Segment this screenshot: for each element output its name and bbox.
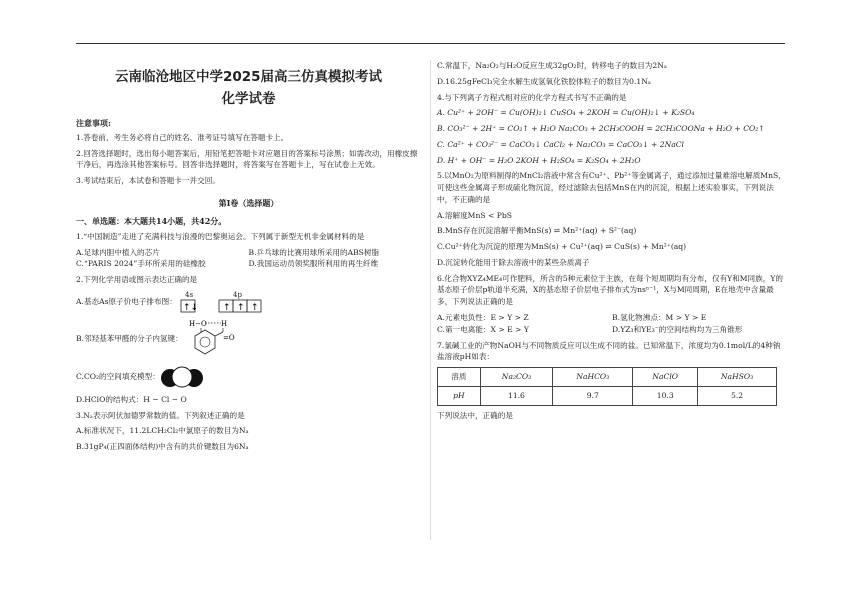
q5-option-b: B.MnS存在沉淀溶解平衡MnS(s) ⇌ Mn²⁺(aq) + S²⁻(aq) xyxy=(437,226,637,236)
q2-option-b: B.邻羟基苯甲醛的分子内氢键： xyxy=(76,333,183,343)
orbital-4s-label: 4s xyxy=(185,290,194,299)
svg-text:↑↓: ↑↓ xyxy=(183,302,199,313)
exam-title xyxy=(76,66,421,111)
q2-option-a-row xyxy=(76,290,421,314)
table-cell: NaHCO₃ xyxy=(553,368,633,387)
q5-option-d: D.沉淀转化能用于除去溶液中的某些杂质离子 xyxy=(437,257,590,267)
q6-option-a: A.元素电负性：E > Y > Z xyxy=(437,313,529,323)
question-4-stem: 4.与下列离子方程式相对应的化学方程式书写不正确的是 xyxy=(437,92,627,102)
hydrogen-bond-structure xyxy=(183,318,243,360)
q6-options-cd xyxy=(437,324,787,336)
table-cell: NaHSO₃ xyxy=(698,368,777,387)
title-line-2: 化学试卷 xyxy=(221,91,276,108)
question-1-options-cd xyxy=(76,258,421,270)
q6-options-ab xyxy=(437,312,787,324)
q2-option-c-row xyxy=(76,362,421,392)
table-cell: 11.6 xyxy=(480,386,553,405)
q2-option-b-row xyxy=(76,318,421,360)
column-divider xyxy=(430,60,431,540)
q2-option-d: D.HClO的结构式：H − Cl − O xyxy=(76,394,187,404)
q4-option-b: B. CO₃²⁻ + 2H⁺ = CO₂↑ + H₂O Na₂CO₃ + 2CH₃COOH = 2CH₃COONa + H₂O + CO₂↑ xyxy=(437,124,765,134)
right-column xyxy=(437,60,787,425)
table-cell: 9.7 xyxy=(553,386,633,405)
title-line-1: 云南临沧地区中学2025届高三仿真模拟考试 xyxy=(114,69,383,85)
q2-option-a: A.基态As原子价电子排布图： xyxy=(76,296,177,306)
q3-option-c: C.常温下，Na₂O₂与H₂O反应生成32gO₂时，转移电子的数目为2Nₐ xyxy=(437,61,667,70)
q5-option-c: C.Cu²⁺转化为沉淀的原理为MnS(s) + Cu²⁺(aq) ⇌ CuS(s) + Mn²⁺(aq) xyxy=(437,242,687,252)
question-5-stem: 5.以MnO₂为原料制得的MnCl₂溶液中常含有Cu²⁺、Pb²⁺等金属离子，通过添加过量难溶电解质MnS，可使这些金属离子形成硫化物沉淀，经过滤除去包括MnS在内的沉淀，根据上述实验事实，下列说法中，不正确的是 xyxy=(437,171,786,204)
svg-text:H: H xyxy=(220,319,227,328)
question-3-stem: 3.Nₐ表示阿伏加德罗常数的值。下列叙述正确的是 xyxy=(76,410,245,420)
table-cell: 10.3 xyxy=(633,386,698,405)
table-cell: pH xyxy=(438,386,481,405)
q1-option-a: A.足球内胆中植入的芯片 xyxy=(76,247,160,257)
top-rule xyxy=(76,43,785,44)
table-cell: 溶质 xyxy=(438,368,481,387)
q6-option-c: C.第一电离能：X > E > Y xyxy=(437,324,529,334)
orbital-4p-label: 4p xyxy=(233,290,243,299)
q1-option-d: D.我国运动员领奖服所利用的再生纤维 xyxy=(248,259,379,269)
co2-space-filling-model xyxy=(160,362,204,392)
svg-text:↑: ↑ xyxy=(223,302,231,313)
note-item: 1.答卷前，考生务必将自己的姓名、准考证号填写在答题卡上。 xyxy=(76,132,289,142)
q4-option-a: A. Cu²⁺ + 2OH⁻ = Cu(OH)₂↓ CuSO₄ + 2KOH = Cu(OH)₂↓ + K₂SO₄ xyxy=(437,108,695,118)
table-row xyxy=(438,368,777,387)
table-cell: NaClO xyxy=(633,368,698,387)
q1-option-b: B.乒乓球的比赛用球所采用的ABS树脂 xyxy=(248,247,380,257)
orbital-diagram xyxy=(179,290,299,314)
svg-text:↑: ↑ xyxy=(251,302,259,313)
question-7-stem: 7.氯碱工业的产物NaOH与不同物质反应可以生成不同的盐。已知常温下，浓度均为0.1mol/L的4种钠盐溶液pH如表： xyxy=(437,340,781,362)
svg-text:=O: =O xyxy=(222,333,235,342)
q5-option-a: A.溶解度MnS < PbS xyxy=(437,210,512,220)
q7-follow-up: 下列说法中，正确的是 xyxy=(437,410,513,420)
svg-text:H−O: H−O xyxy=(188,319,207,328)
left-column xyxy=(76,60,421,457)
q4-option-c: C. Ca²⁺ + CO₃²⁻ = CaCO₃↓ CaCl₂ + Na₂CO₃ = CaCO₃↓ + 2NaCl xyxy=(437,139,684,149)
q6-option-b: B.氢化物沸点：M > Y > E xyxy=(612,313,707,323)
q1-option-c: C.“PARIS 2024”手环所采用的硅橡胶 xyxy=(76,259,206,269)
section-heading: 第Ⅰ卷（选择题） xyxy=(218,197,279,208)
table-row xyxy=(438,386,777,405)
table-cell: 5.2 xyxy=(698,386,777,405)
question-2-stem: 2.下列化学用语或图示表达正确的是 xyxy=(76,275,198,285)
q3-option-d: D.16.25gFeCl₃完全水解生成氢氧化铁胶体粒子的数目为0.1Nₐ xyxy=(437,76,651,86)
q4-option-d: D. H⁺ + OH⁻ = H₂O 2KOH + H₂SO₄ = K₂SO₄ + 2H₂O xyxy=(437,155,641,165)
q6-option-d: D.YZ₃和YE₃⁻的空间结构均为三角锥形 xyxy=(612,324,743,334)
question-6-stem: 6.化合物XYZ₄ME₄可作肥料，所含的5种元素位于主族，在每个短周期均有分布，仅有Y和M同族，Y的基态原子价层p轨道半充满，X的基态原子价层电子排布式为nsⁿ⁻¹，X与M同周期，E在地壳中含量最多，下列说法正确的是 xyxy=(437,273,783,307)
q3-option-a: A.标准状况下，11.2LCH₂Cl₂中氯原子的数目为Nₐ xyxy=(76,426,249,436)
question-1-options-ab xyxy=(76,247,421,259)
note-item: 2.回答选择题时，选出每小题答案后，用铅笔把答题卡对应题目的答案标号涂黑；如需改动，用橡皮擦干净后，再选涂其他答案标号。回答非选择题时，将答案写在答题卡上，写在试卷上无效。 xyxy=(76,148,418,170)
part-heading: 一、单选题：本大题共14小题，共42分。 xyxy=(76,216,227,227)
table-cell: Na₂CO₃ xyxy=(480,368,553,387)
notes-heading: 注意事项: xyxy=(76,117,111,128)
svg-text:↑: ↑ xyxy=(237,302,245,313)
ph-table xyxy=(437,367,777,406)
q2-option-c: C.CO₂的空间填充模型： xyxy=(76,371,160,381)
question-1-stem: 1.“中国制造”走进了充满科技与浪漫的巴黎奥运会。下列属于新型无机非金属材料的是 xyxy=(76,231,365,241)
q3-option-b: B.31gP₄(正四面体结构)中含有的共价键数目为6Nₐ xyxy=(76,442,249,452)
note-item: 3.考试结束后，本试卷和答题卡一并交回。 xyxy=(76,176,220,186)
